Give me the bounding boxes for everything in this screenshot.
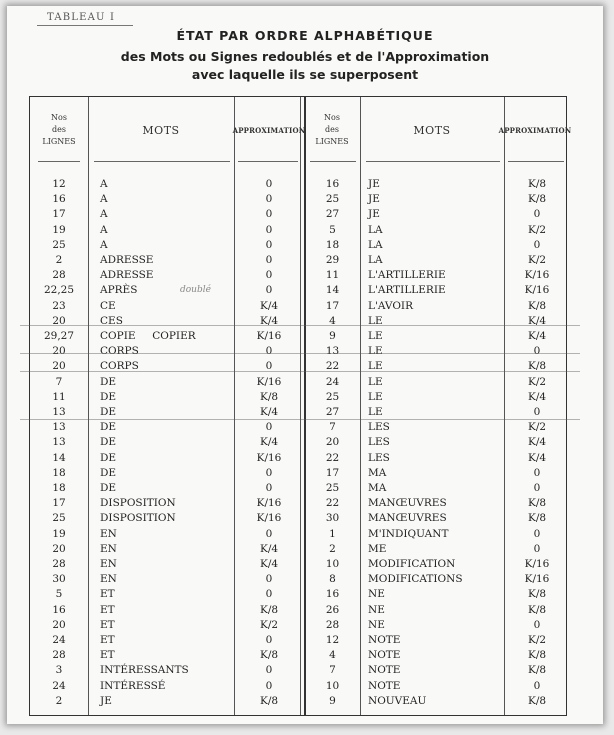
- word: MANŒUVRES: [368, 512, 447, 525]
- line-number: 28: [325, 618, 340, 631]
- table-row: [30, 618, 568, 633]
- line-number: 13: [325, 345, 340, 358]
- approximation: K/4: [259, 406, 279, 418]
- line-number: 27: [325, 406, 340, 418]
- header-approx-left: APPROXIMATION: [232, 125, 306, 135]
- line-number: 2: [55, 694, 63, 707]
- word: MODIFICATION: [368, 558, 456, 570]
- word: ET: [100, 588, 115, 601]
- word: JE: [368, 193, 380, 206]
- table-row: [30, 390, 568, 405]
- line-number: 26: [325, 603, 340, 616]
- table-row: [30, 633, 568, 648]
- word: NOTE: [368, 679, 401, 692]
- header-lignes: LIGNES: [42, 137, 76, 146]
- word: DISPOSITION: [100, 512, 176, 525]
- pencil-line: [20, 419, 580, 420]
- data-table: [29, 96, 572, 716]
- word: M'INDIQUANT: [368, 527, 449, 540]
- line-number: 2: [329, 542, 336, 555]
- word: ADRESSE: [100, 254, 154, 266]
- header-des: des: [52, 125, 66, 134]
- line-number: 20: [52, 360, 66, 373]
- word: CE: [100, 299, 116, 312]
- approximation: K/16: [524, 284, 550, 297]
- word: NE: [368, 603, 385, 616]
- word: MA: [368, 466, 387, 479]
- approximation: K/8: [259, 694, 279, 707]
- approximation: 0: [265, 482, 273, 494]
- approximation: 0: [265, 178, 273, 190]
- line-number: 30: [325, 512, 340, 525]
- line-number: 14: [52, 451, 66, 464]
- line-number: 30: [52, 573, 66, 586]
- word: LE: [368, 406, 383, 418]
- header-nos: Nos: [324, 113, 340, 122]
- line-number: 11: [52, 390, 66, 403]
- line-number: 7: [329, 664, 336, 677]
- approximation: 0: [533, 466, 541, 479]
- line-number: 10: [325, 679, 340, 692]
- approximation: K/4: [259, 299, 279, 312]
- word: NOTE: [368, 634, 401, 646]
- word: MANŒUVRES: [368, 497, 447, 510]
- table-row: [30, 329, 568, 344]
- word: DE: [100, 421, 117, 434]
- approximation: K/4: [527, 314, 547, 327]
- table-row: [30, 663, 568, 678]
- table-row: [30, 359, 568, 374]
- word: ET: [100, 649, 115, 662]
- table-row: [30, 557, 568, 572]
- line-number: 12: [52, 178, 66, 190]
- approximation: K/4: [259, 542, 279, 555]
- line-number: 9: [329, 694, 336, 707]
- line-number: 8: [329, 573, 336, 586]
- word: MA: [368, 482, 387, 494]
- table-row: [30, 344, 568, 359]
- line-number: 24: [52, 634, 66, 646]
- approximation: K/16: [524, 269, 550, 282]
- word: JE: [368, 208, 380, 221]
- line-number: 29,27: [43, 330, 75, 342]
- word: DE: [100, 375, 117, 388]
- approximation: 0: [265, 193, 273, 206]
- header-underline: [310, 161, 356, 162]
- line-number: 14: [325, 284, 340, 297]
- table-row: [30, 253, 568, 268]
- title-block: [7, 28, 603, 82]
- word: EN: [100, 542, 117, 555]
- word: NOTE: [368, 649, 401, 662]
- line-number: 24: [325, 375, 340, 388]
- approximation: K/8: [527, 299, 547, 312]
- title-line-1: ÉTAT PAR ORDRE ALPHABÉTIQUE: [176, 28, 434, 43]
- word: LE: [368, 375, 383, 388]
- line-number: 25: [325, 193, 340, 206]
- approximation: K/2: [527, 223, 547, 236]
- line-number: 28: [52, 649, 66, 662]
- approximation: K/8: [527, 664, 547, 677]
- approximation: K/8: [527, 178, 547, 190]
- approximation: 0: [533, 345, 541, 358]
- word: DE: [100, 451, 117, 464]
- line-number: 16: [325, 178, 340, 190]
- header-lines-left: [30, 97, 88, 163]
- table-row: [30, 192, 568, 207]
- approximation: 0: [533, 482, 541, 494]
- word: JE: [100, 694, 112, 707]
- table-row: [30, 375, 568, 390]
- line-number: 25: [325, 390, 340, 403]
- line-number: 20: [52, 314, 66, 327]
- line-number: 22: [325, 497, 340, 510]
- word: DISPOSITION: [100, 497, 176, 510]
- line-number: 1: [329, 527, 336, 540]
- word: EN: [100, 558, 117, 570]
- line-number: 24: [52, 679, 66, 692]
- approximation: K/4: [527, 436, 547, 449]
- line-number: 4: [329, 314, 336, 327]
- approximation: K/8: [259, 603, 279, 616]
- word: INTÉRESSANTS: [100, 664, 189, 677]
- word: ET: [100, 634, 115, 646]
- table-label: TABLEAU I: [47, 12, 116, 23]
- approximation: K/8: [527, 649, 547, 662]
- word: NE: [368, 618, 385, 631]
- label-underline: [37, 25, 133, 26]
- line-number: 17: [325, 466, 340, 479]
- table-row: [30, 542, 568, 557]
- approximation: K/16: [524, 573, 550, 586]
- table-row: [30, 603, 568, 618]
- table-row: [30, 435, 568, 450]
- line-number: 22,25: [43, 284, 75, 297]
- table-row: [30, 314, 568, 329]
- line-number: 20: [325, 436, 340, 449]
- table-row: [30, 587, 568, 602]
- header-underline: [94, 161, 230, 162]
- word: A: [100, 208, 108, 221]
- line-number: 17: [52, 208, 66, 221]
- table-row: [30, 648, 568, 663]
- header-des: des: [325, 125, 339, 134]
- word: EN: [100, 573, 117, 586]
- word: DE: [100, 406, 117, 418]
- table-row: [30, 466, 568, 481]
- approximation: K/16: [256, 497, 282, 510]
- line-number: 16: [52, 193, 66, 206]
- word: NOTE: [368, 664, 401, 677]
- word: CORPS: [100, 360, 139, 373]
- approximation: 0: [265, 421, 273, 434]
- header-underline: [38, 161, 80, 162]
- word: LE: [368, 390, 383, 403]
- header-mots-right: MOTS: [413, 123, 451, 137]
- line-number: 25: [52, 238, 66, 251]
- line-number: 13: [52, 421, 66, 434]
- line-number: 17: [52, 497, 66, 510]
- table-row: [30, 405, 568, 420]
- word: LES: [368, 421, 390, 434]
- line-number: 27: [325, 208, 340, 221]
- word: ET: [100, 603, 115, 616]
- word: CES: [100, 314, 123, 327]
- line-number: 9: [329, 330, 336, 342]
- table-header: [30, 97, 572, 163]
- header-underline: [508, 161, 564, 162]
- word: MODIFICATIONS: [368, 573, 463, 586]
- word: DE: [100, 482, 117, 494]
- word: JE: [368, 178, 380, 190]
- approximation: K/8: [527, 694, 547, 707]
- pencil-line: [20, 371, 580, 372]
- approximation: 0: [533, 542, 541, 555]
- approximation: 0: [265, 634, 273, 646]
- approximation: K/16: [256, 330, 282, 342]
- header-underline: [366, 161, 500, 162]
- word: LE: [368, 345, 383, 358]
- table-row: [30, 177, 568, 192]
- line-number: 22: [325, 451, 340, 464]
- word: COPIE COPIER: [100, 330, 196, 342]
- approximation: K/4: [527, 390, 547, 403]
- approximation: 0: [265, 679, 273, 692]
- header-mots-left: MOTS: [142, 123, 180, 137]
- approximation: 0: [265, 208, 273, 221]
- approximation: 0: [265, 664, 273, 677]
- line-number: 3: [55, 664, 63, 677]
- table-row: [30, 572, 568, 587]
- header-underline: [238, 161, 298, 162]
- approximation: 0: [265, 360, 273, 373]
- line-number: 18: [52, 466, 66, 479]
- word: CORPS: [100, 345, 139, 358]
- line-number: 25: [52, 512, 66, 525]
- table-row: [30, 268, 568, 283]
- document-page: [7, 6, 603, 724]
- approximation: 0: [265, 345, 273, 358]
- table-row: [30, 223, 568, 238]
- line-number: 7: [329, 421, 336, 434]
- approximation: K/8: [527, 512, 547, 525]
- approximation: K/2: [527, 421, 547, 434]
- word: L'AVOIR: [368, 299, 413, 312]
- word: ADRESSE: [100, 269, 154, 282]
- word: LES: [368, 436, 390, 449]
- approximation: 0: [533, 679, 541, 692]
- approximation: K/8: [527, 588, 547, 601]
- approximation: 0: [265, 466, 273, 479]
- approximation: K/4: [259, 558, 279, 570]
- approximation: K/8: [259, 649, 279, 662]
- line-number: 23: [52, 299, 66, 312]
- table-row: [30, 283, 568, 298]
- approximation: 0: [265, 238, 273, 251]
- approximation: 0: [265, 527, 273, 540]
- word: LA: [368, 238, 383, 251]
- approximation: K/2: [259, 618, 279, 631]
- table-row: [30, 451, 568, 466]
- line-number: 5: [329, 223, 336, 236]
- word: NOUVEAU: [368, 694, 427, 707]
- word: ET: [100, 618, 115, 631]
- line-number: 13: [52, 436, 66, 449]
- table-row: [30, 511, 568, 526]
- approximation: K/16: [256, 375, 282, 388]
- approximation: K/8: [527, 603, 547, 616]
- header-approx-right: APPROXIMATION: [498, 125, 572, 135]
- line-number: 13: [52, 406, 66, 418]
- word: LES: [368, 451, 390, 464]
- word: LA: [368, 254, 383, 266]
- header-lignes: LIGNES: [315, 137, 349, 146]
- word: DE: [100, 466, 117, 479]
- word: LE: [368, 330, 383, 342]
- approximation: 0: [533, 618, 541, 631]
- header-nos: Nos: [51, 113, 67, 122]
- word: EN: [100, 527, 117, 540]
- line-number: 4: [329, 649, 336, 662]
- word: LE: [368, 314, 383, 327]
- line-number: 16: [52, 603, 66, 616]
- approximation: K/4: [527, 330, 547, 342]
- handwritten-note: doublé: [180, 285, 211, 296]
- line-number: 11: [325, 269, 340, 282]
- approximation: K/4: [259, 314, 279, 327]
- title-line-3: avec laquelle ils se superposent: [191, 67, 419, 82]
- header-lines-right: [304, 97, 360, 163]
- approximation: K/8: [259, 390, 279, 403]
- line-number: 18: [325, 238, 340, 251]
- line-number: 18: [52, 482, 66, 494]
- line-number: 20: [52, 618, 66, 631]
- word: L'ARTILLERIE: [368, 269, 446, 282]
- line-number: 28: [52, 269, 66, 282]
- title-line-2: des Mots ou Signes redoublés et de l'Approximation: [120, 49, 490, 64]
- word: APRÈS: [100, 284, 138, 297]
- pencil-line: [20, 325, 580, 326]
- line-number: 12: [325, 634, 340, 646]
- table-row: [30, 679, 568, 694]
- approximation: K/2: [527, 254, 547, 266]
- word: DE: [100, 390, 117, 403]
- table-row: [30, 207, 568, 222]
- approximation: K/16: [256, 512, 282, 525]
- word: ME: [368, 542, 387, 555]
- approximation: 0: [265, 269, 273, 282]
- approximation: K/4: [527, 451, 547, 464]
- approximation: K/16: [256, 451, 282, 464]
- table-row: [30, 420, 568, 435]
- line-number: 2: [55, 254, 63, 266]
- approximation: 0: [265, 573, 273, 586]
- word: LE: [368, 360, 383, 373]
- line-number: 5: [55, 588, 63, 601]
- line-number: 16: [325, 588, 340, 601]
- line-number: 20: [52, 345, 66, 358]
- line-number: 29: [325, 254, 340, 266]
- approximation: 0: [265, 223, 273, 236]
- table-row: [30, 496, 568, 511]
- line-number: 17: [325, 299, 340, 312]
- approximation: K/16: [524, 558, 550, 570]
- pencil-line: [20, 353, 580, 354]
- table-row: [30, 299, 568, 314]
- word: A: [100, 178, 108, 190]
- word: LA: [368, 223, 383, 236]
- approximation: 0: [533, 208, 541, 221]
- approximation: K/2: [527, 375, 547, 388]
- table-row: [30, 527, 568, 542]
- word: INTÉRESSÉ: [100, 679, 166, 692]
- approximation: K/2: [527, 634, 547, 646]
- approximation: 0: [533, 238, 541, 251]
- word: A: [100, 223, 108, 236]
- line-number: 20: [52, 542, 66, 555]
- line-number: 19: [52, 527, 66, 540]
- word: A: [100, 193, 108, 206]
- approximation: K/8: [527, 360, 547, 373]
- approximation: K/8: [527, 193, 547, 206]
- approximation: 0: [533, 406, 541, 418]
- word: DE: [100, 436, 117, 449]
- approximation: 0: [265, 254, 273, 266]
- line-number: 19: [52, 223, 66, 236]
- approximation: 0: [265, 284, 273, 297]
- table-row: [30, 481, 568, 496]
- approximation: K/8: [527, 497, 547, 510]
- table-row: [30, 238, 568, 253]
- approximation: K/4: [259, 436, 279, 449]
- line-number: 25: [325, 482, 340, 494]
- table-row: [30, 694, 568, 709]
- approximation: 0: [533, 527, 541, 540]
- word: L'ARTILLERIE: [368, 284, 446, 297]
- line-number: 10: [325, 558, 340, 570]
- word: NE: [368, 588, 385, 601]
- approximation: 0: [265, 588, 273, 601]
- line-number: 7: [55, 375, 63, 388]
- line-number: 22: [325, 360, 340, 373]
- word: A: [100, 238, 108, 251]
- line-number: 28: [52, 558, 66, 570]
